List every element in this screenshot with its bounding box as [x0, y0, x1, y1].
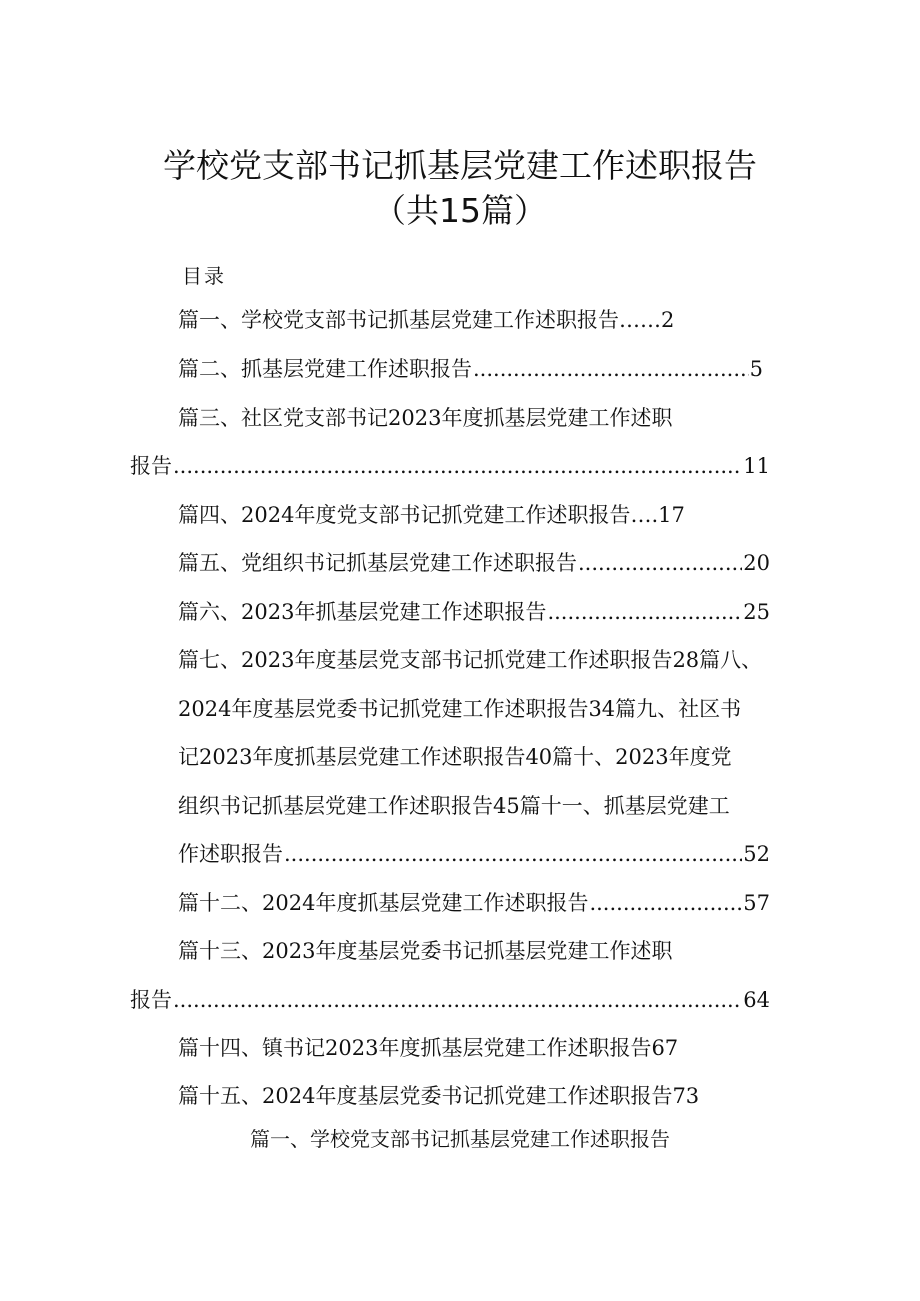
toc-entry-text: 报告: [130, 988, 172, 1012]
toc-entry-8-merged[interactable]: [178, 694, 741, 724]
toc-entry-3[interactable]: [178, 403, 672, 433]
toc-entry-text: 作述职报告: [178, 842, 283, 866]
document-subtitle: （共15篇）: [373, 191, 547, 230]
toc-leader-dots: [173, 985, 742, 1015]
section-heading: 篇一、学校党支部书记抓基层党建工作述职报告: [250, 1127, 670, 1151]
document-title: 学校党支部书记抓基层党建工作述职报告: [163, 146, 757, 185]
toc-entry-15[interactable]: [178, 1081, 699, 1111]
toc-entry-page: 5: [749, 357, 763, 381]
toc-entry-14[interactable]: [178, 1033, 678, 1063]
toc-entry-text: 篇十五、2024年度基层党委书记抓党建工作述职报告73: [178, 1084, 700, 1108]
toc-entry-text: 记2023年度抓基层党建工作述职报告40篇十、2023年度党: [178, 745, 732, 769]
toc-entry-leader: ….: [630, 503, 659, 527]
toc-entry-page: 57: [743, 891, 770, 915]
toc-leader-dots: [473, 354, 749, 384]
toc-entry-text: 篇一、学校党支部书记抓基层党建工作述职报告: [178, 308, 619, 332]
toc-entry-text: 篇十三、2023年度基层党委书记抓基层党建工作述职: [178, 939, 673, 963]
toc-entry-7-merged[interactable]: [178, 645, 762, 675]
toc-leader-dots: [284, 839, 742, 869]
toc-leader-dots: [589, 888, 742, 918]
toc-entry-page: 25: [743, 600, 770, 624]
toc-entry-page: 20: [743, 551, 770, 575]
toc-entry-12[interactable]: [178, 888, 770, 918]
toc-entry-page: 17: [658, 503, 685, 527]
toc-entry-13[interactable]: [178, 936, 672, 966]
toc-entry-text: 篇三、社区党支部书记2023年度抓基层党建工作述职: [178, 406, 673, 430]
toc-entry-text: 报告: [130, 454, 172, 478]
toc-entry-page: 2: [661, 308, 675, 332]
toc-entry-text: 篇十二、2024年度抓基层党建工作述职报告: [178, 891, 589, 915]
toc-entry-10-merged[interactable]: [178, 791, 730, 821]
toc-entry-5[interactable]: [178, 548, 770, 578]
toc-entry-text: 篇四、2024年度党支部书记抓党建工作述职报告: [178, 503, 631, 527]
toc-entry-3-continued[interactable]: [130, 451, 770, 481]
toc-entry-page: 64: [743, 988, 770, 1012]
toc-entry-text: 篇二、抓基层党建工作述职报告: [178, 357, 472, 381]
toc-entry-6[interactable]: [178, 597, 770, 627]
toc-entry-13-continued[interactable]: [130, 985, 770, 1015]
toc-entry-page: 11: [743, 454, 770, 478]
toc-entry-2[interactable]: [178, 354, 763, 384]
toc-heading: 目录: [182, 264, 226, 288]
toc-leader-dots: [173, 451, 742, 481]
toc-entry-page: 52: [743, 842, 770, 866]
toc-entry-text: 篇十四、镇书记2023年度抓基层党建工作述职报告67: [178, 1036, 679, 1060]
toc-entry-text: 篇七、2023年度基层党支部书记抓党建工作述职报告28篇八、: [178, 648, 763, 672]
toc-leader-dots: [578, 548, 742, 578]
toc-entry-9-merged[interactable]: [178, 742, 732, 772]
toc-entry-leader: ……: [619, 308, 661, 332]
toc-entry-text: 组织书记抓基层党建工作述职报告45篇十一、抓基层党建工: [178, 794, 730, 818]
toc-entry-text: 2024年度基层党委书记抓党建工作述职报告34篇九、社区书: [178, 697, 742, 721]
toc-entry-text: 篇六、2023年抓基层党建工作述职报告: [178, 600, 547, 624]
toc-entry-11-continued[interactable]: [178, 839, 770, 869]
toc-entry-text: 篇五、党组织书记抓基层党建工作述职报告: [178, 551, 577, 575]
toc-entry-4[interactable]: [178, 500, 685, 530]
toc-entry-1[interactable]: [178, 305, 674, 335]
toc-leader-dots: [547, 597, 742, 627]
